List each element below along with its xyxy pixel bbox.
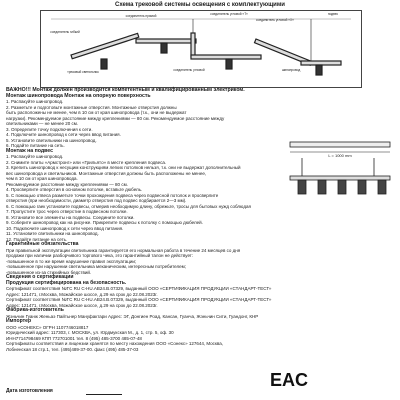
text-line: 12. Подайте питание на сеть. xyxy=(6,236,68,242)
text-line: нагрузки). Рекомендуемое расстояние между креплениями — 80 см. Рекомендуемое расстояние между xyxy=(6,115,225,121)
text-line: быть расположены не менее, чем в 10 см от края шинопровода (т.к., они не выдержат xyxy=(6,110,187,115)
diagram-label: шинопровод xyxy=(281,68,301,72)
diagram-label: соединитель угловой xyxy=(173,68,205,72)
document-title: Схема трековой системы освещения с комплектующими xyxy=(115,2,285,8)
instructions-text xyxy=(6,88,392,352)
text-line: 4. Просверлите отверстия в основном потолке, вставьте дюбель. xyxy=(6,187,143,192)
text-line: 6. Подайте питание на сеть. xyxy=(6,143,65,148)
text-line: 2. Разметьте и подготовьте монтажные отверстия. Монтажные отверстия должны xyxy=(6,104,177,110)
text-line: 8. Установите все элементы на подвесы. Соедините потолки. xyxy=(6,214,135,220)
eac-text: EAC xyxy=(269,370,309,390)
text-line: вес шинопровода и светильников. Монтажные отверстия должны быть расположены не менее, xyxy=(6,170,207,176)
text-line: Сертификат соответствия №ТС RU C-HU.AB24.B.07329, выданный ООО «СЕРТИФИКАЦИЯ ПРОДУКЦИИ «СТАНДАРТ-ТЕСТ» xyxy=(6,297,272,302)
date-label: Дата изготовления xyxy=(6,388,53,394)
text-line: Продукция сертифицирована на безопасность. xyxy=(6,279,127,286)
text-line: -повышенное в то же время нарушение правил эксплуатации; xyxy=(6,258,137,264)
text-line: Адрес: 121471, г.Москва, Можайское шоссе, д.29 на срок до 22.08.2023г. xyxy=(6,291,158,297)
text-line: Жэньчин Гуанж Женьаэ Пайтьнер Мануфактари Адрес: ЭГ, Донгиен Роад, Кансан, Гуанча, Жэньчин Сити, Гуандонг, КНР xyxy=(6,313,259,319)
diagram-label: трековый светильник xyxy=(67,70,99,74)
text-line: отверстия (при необходимости, диаметр отверстия под подвес подбирается 2—3 мм). xyxy=(6,198,187,203)
text-line: 7. Пропустите трос через отверстие в подвесном потолке. xyxy=(6,209,128,214)
diagram-label: подвес xyxy=(327,12,339,16)
rail-drawing xyxy=(284,138,394,218)
text-line: Лобненская 18 стр.1, тел. (495)489-37-00. факс (495) 485-37-03 xyxy=(6,346,139,352)
diagram-label: соединитель прямой xyxy=(125,14,157,18)
text-line: 6. С помощью гаек установите подвесы, отмерив необходимую длину, обрежьте, тросы для бытовых нужд соблюдая xyxy=(6,203,251,209)
diagram-label: соединитель угловой «X» xyxy=(256,18,294,22)
text-line: 3. Крепить шинопровод к несущим конструкциям легких потолков нельзя, т.к. они не выдержат дополнительный xyxy=(6,165,241,170)
text-line: Монтаж шинопровода Монтаж на опорную поверхность xyxy=(6,92,151,99)
text-line: 5. С помощью отвеса разметьте точки прохождения подвеса через подвесной потолок и просверлите xyxy=(6,192,219,198)
text-line: продажи при наличии разборчивого торгового чека, это гарантийный талон не действует: xyxy=(6,253,194,258)
text-line: 11. Установите светильники на шинопровод. xyxy=(6,231,99,236)
text-line: чем в 10 см от края шинопровода. xyxy=(6,176,78,181)
text-line: 5. Установите светильники на шинопровод. xyxy=(6,137,97,143)
eac-mark xyxy=(269,368,309,390)
text-line: Гарантийные обязательства xyxy=(6,241,79,247)
text-line: Сведения о сертификации xyxy=(6,274,74,280)
text-line: Сертификаты соответствия и лицензии хранятся по месту нахождения ООО «Сонекс» 127644, Москва, xyxy=(6,341,223,346)
text-line: -повышенное из-за стихийных бедствий. xyxy=(6,269,92,275)
track-system-diagram xyxy=(40,10,362,88)
text-line: Адрес: 121471, г.Москва, Можайское шоссе, д.29 на срок до 22.08.2023г. xyxy=(6,302,158,308)
text-line: Рекомендуемое расстояние между креплениями — 80 см. xyxy=(6,181,128,187)
text-line: 3. Определите точку подключения к сети. xyxy=(6,126,93,132)
rail-dim-label: L = 1000 mm xyxy=(328,153,352,158)
text-line: -повышенное при нарушении светильника механическим, интересным потребителем; xyxy=(6,264,186,269)
text-line: Монтаж на подвес xyxy=(6,147,53,154)
text-line: Юридический адрес: 117303, г. МОСКВА, ул. Юрдмукская М., д. 1, стр. 5, оф. 30 xyxy=(6,330,174,335)
date-field xyxy=(86,388,122,395)
text-line: Сертификат соответствия №ТС RU C-HU.AB24.B.07329, выданный ООО «СЕРТИФИКАЦИЯ ПРОДУКЦИИ «СТАНДАРТ-ТЕСТ» xyxy=(6,286,272,291)
text-line: ООО «СОНЕКС» ОГРН 1107746018817 xyxy=(6,324,89,330)
text-line: ВАЖНО!!! Монтаж должен производится компетентным и квалифицированным электриком. xyxy=(6,87,245,93)
text-line: 10. Подключите шинопровод к сети через ввод питания. xyxy=(6,225,124,231)
diagram-label: соединитель угловой «Т» xyxy=(210,12,248,16)
text-line: 2. Снимите плиты «Армстронг» или «Грильято» в месте крепления подвеса. xyxy=(6,159,167,165)
diagram-label: соединитель гибкий xyxy=(50,30,80,34)
diagram-drawing xyxy=(41,11,361,87)
text-line: При правильной эксплуатации светильника гарантируется его нормальная работа в течение 24 месяцев со дня xyxy=(6,247,241,253)
text-line: Импортер xyxy=(6,318,32,324)
text-line: Фабрика-изготовитель xyxy=(6,307,64,313)
text-line: 9. Соберите шинопровод как на рисунке. Прикрепите подвесы к потолку с помощью дюбелей. xyxy=(6,220,203,225)
text-line: 1. Распакуйте шинопровод. xyxy=(6,99,64,104)
text-line: 1. Распакуйте шинопровод. xyxy=(6,154,64,159)
text-line: ИНН7714798469 КПП 772701001 тел. 8 (495) 485-3700 485-07-48 xyxy=(6,335,142,341)
text-line: светильниками — не менее 20 см. xyxy=(6,121,79,126)
text-line: 4. Подключите шинопровод к сети через ввод питания. xyxy=(6,132,121,137)
